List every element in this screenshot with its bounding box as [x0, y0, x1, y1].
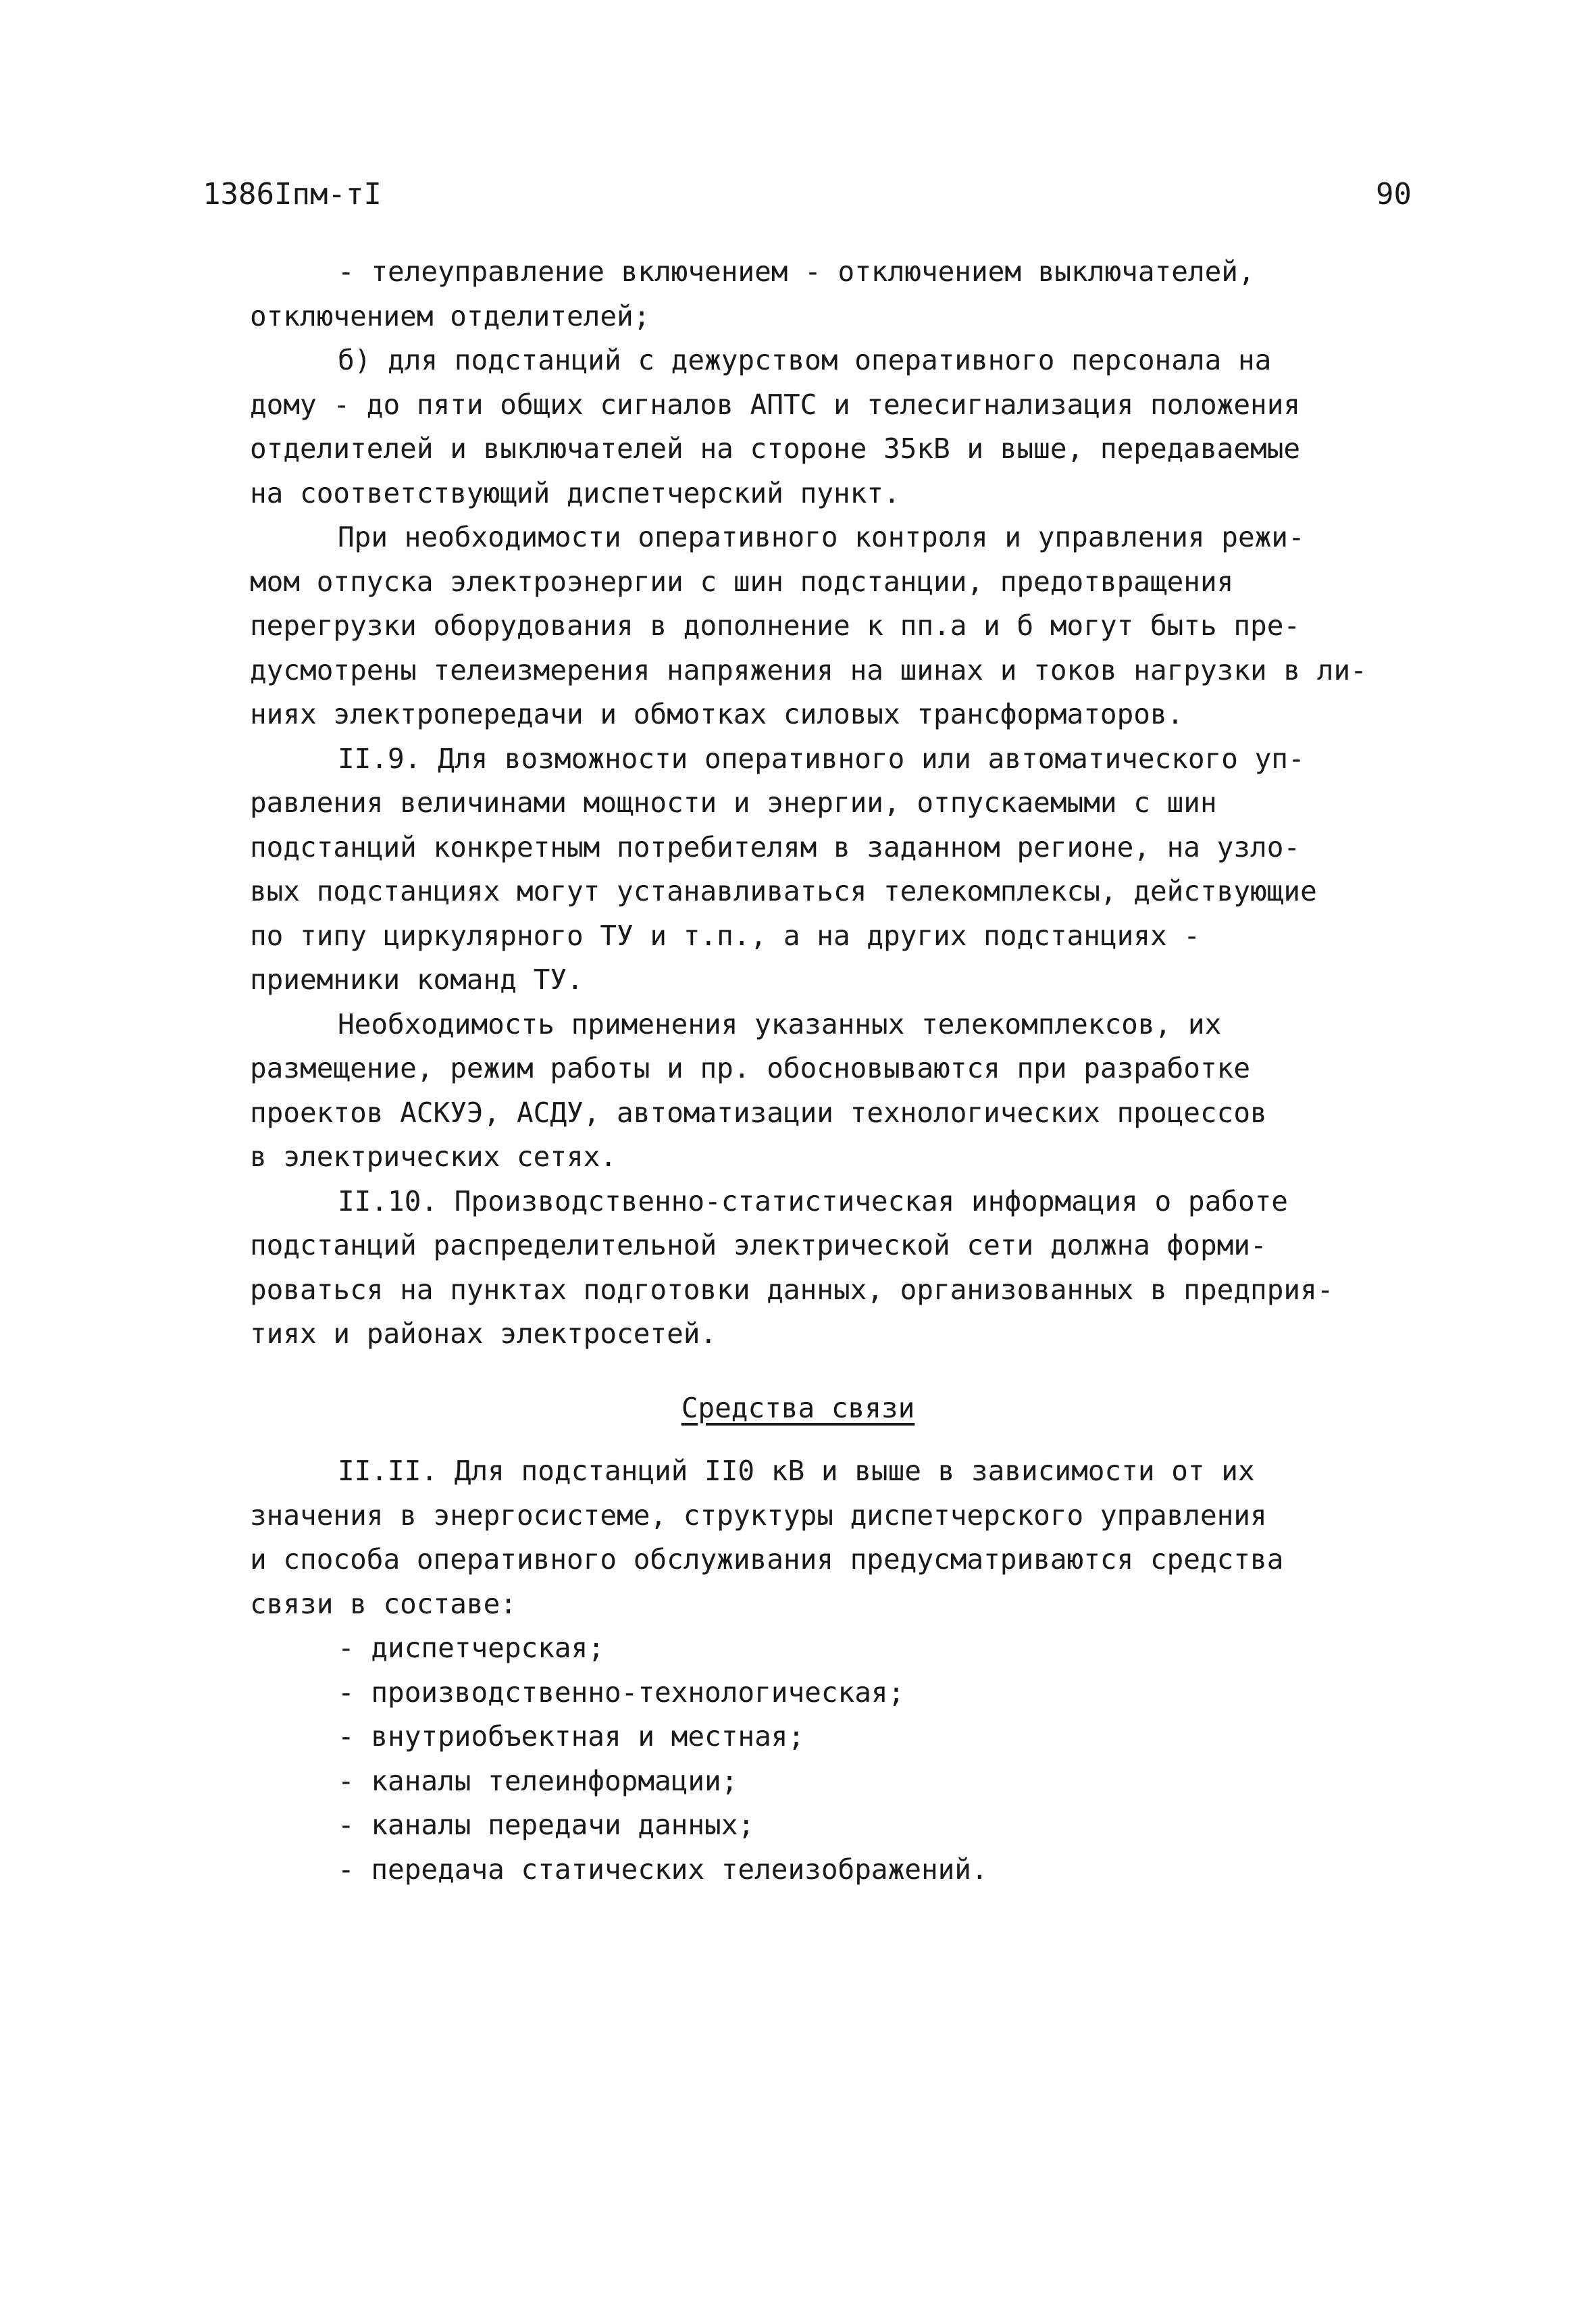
section-title: Средства связи: [681, 1392, 915, 1424]
text-line: связи в составе:: [250, 1587, 517, 1620]
text-line: отключением отделителей;: [250, 299, 650, 332]
list-item: - внутриобъектная и местная;: [338, 1720, 805, 1753]
text-line: вых подстанциях могут устанавливаться телекомплексы, действующие: [250, 875, 1317, 907]
text-line: размещение, режим работы и пр. обосновываются при разработке: [250, 1052, 1251, 1084]
text-line: ниях электропередачи и обмотках силовых трансформаторов.: [250, 698, 1184, 730]
list-item: - каналы передачи данных;: [338, 1809, 755, 1841]
list-item: - каналы телеинформации;: [338, 1764, 738, 1797]
list-item: - диспетчерская;: [338, 1632, 604, 1664]
text-line: дому - до пяти общих сигналов АПТС и телесигнализация положения: [250, 388, 1301, 421]
text-line: - телеуправление включением - отключением выключателей,: [338, 255, 1255, 288]
communication-means-list: [250, 1626, 1452, 1892]
text-line: дусмотрены телеизмерения напряжения на шинах и токов нагрузки в ли-: [250, 653, 1367, 686]
main-text: [250, 250, 1452, 1357]
text-line: подстанций конкретным потребителям в заданном регионе, на узло-: [250, 830, 1301, 863]
text-line: проектов АСКУЭ, АСДУ, автоматизации технологических процессов: [250, 1096, 1267, 1129]
text-line: на соответствующий диспетчерский пункт.: [250, 476, 900, 509]
list-item: - передача статических телеизображений.: [338, 1853, 988, 1886]
text-line: в электрических сетях.: [250, 1140, 617, 1173]
page-number: 90: [1376, 177, 1412, 211]
text-line: При необходимости оперативного контроля и управления режи-: [338, 521, 1305, 553]
text-line: значения в энергосистеме, структуры диспетчерского управления: [250, 1499, 1267, 1532]
text-line: отделителей и выключателей на стороне 35кВ и выше, передаваемые: [250, 432, 1301, 465]
text-line: по типу циркулярного ТУ и т.п., а на других подстанциях -: [250, 919, 1200, 952]
list-item: - производственно-технологическая;: [338, 1676, 905, 1709]
text-line: мом отпуска электроэнергии с шин подстанции, предотвращения: [250, 565, 1234, 598]
text-line: тиях и районах электросетей.: [250, 1317, 717, 1350]
text-line: перегрузки оборудования в дополнение к пп.а и б могут быть пре-: [250, 609, 1301, 642]
page-header: [203, 177, 1412, 224]
text-line: равления величинами мощности и энергии, отпускаемыми с шин: [250, 786, 1217, 819]
text-line: II.9. Для возможности оперативного или автоматического уп-: [338, 742, 1305, 775]
document-code: 1386Iпм-тI: [203, 177, 382, 211]
text-line: б) для подстанций с дежурством оперативного персонала на: [338, 344, 1272, 376]
text-line: Необходимость применения указанных телекомплексов, их: [338, 1007, 1222, 1040]
section-paragraph: [250, 1449, 1452, 1626]
text-line: подстанций распределительной электрической сети должна форми-: [250, 1229, 1267, 1261]
text-line: роваться на пунктах подготовки данных, организованных в предприя-: [250, 1273, 1334, 1306]
text-line: II.10. Производственно-статистическая информация о работе: [338, 1184, 1288, 1217]
text-line: приемники команд ТУ.: [250, 963, 584, 996]
text-line: и способа оперативного обслуживания предусматриваются средства: [250, 1543, 1284, 1576]
text-line: II.II. Для подстанций II0 кВ и выше в зависимости от их: [338, 1455, 1255, 1487]
